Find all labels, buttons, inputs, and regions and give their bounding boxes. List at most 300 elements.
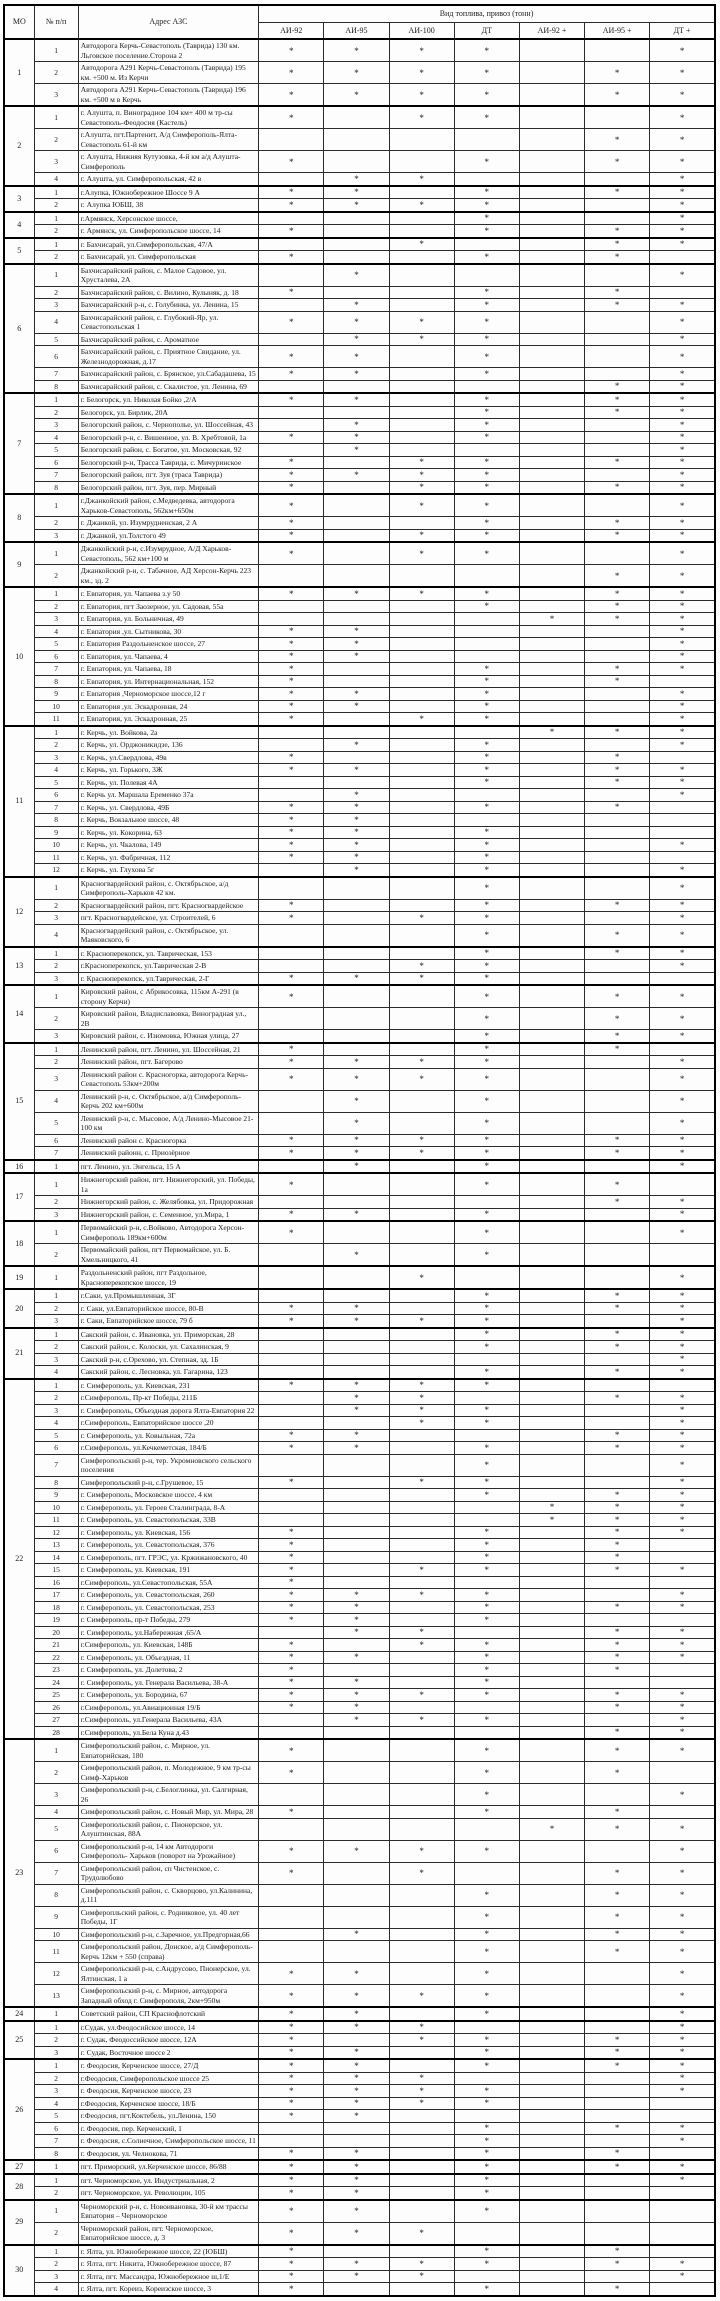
fuel-availability-cell-ДТ +: * (650, 299, 715, 312)
fuel-availability-cell-АИ-95 + (585, 2135, 650, 2148)
table-row (4, 542, 715, 565)
fuel-availability-cell-ДТ +: * (650, 1564, 715, 1577)
fuel-availability-cell-АИ-95 (324, 456, 389, 469)
address-cell: Белогорский район, с. Чернополье, ул. Шоссейная, 43 (78, 419, 259, 432)
address-cell: г. Симферополь, ул. Бородина, 67 (78, 1689, 259, 1702)
fuel-availability-cell-АИ-100: * (389, 1134, 454, 1147)
fuel-availability-cell-ДТ: * (454, 751, 519, 764)
fuel-availability-cell-ДТ: * (454, 2258, 519, 2271)
fuel-availability-cell-АИ-92 (259, 380, 324, 393)
fuel-availability-cell-АИ-95 + (585, 839, 650, 852)
fuel-availability-cell-АИ-100 (389, 1112, 454, 1134)
table-row (4, 713, 715, 726)
fuel-availability-cell-ДТ + (650, 814, 715, 827)
mo-cell: 10 (4, 587, 34, 726)
fuel-availability-cell-АИ-92 + (519, 456, 584, 469)
fuel-availability-cell-ДТ: * (454, 151, 519, 173)
fuel-availability-cell-ДТ: * (454, 1008, 519, 1030)
fuel-availability-cell-АИ-92 + (519, 776, 584, 789)
fuel-availability-cell-ДТ: * (454, 1689, 519, 1702)
fuel-availability-cell-АИ-92: * (259, 286, 324, 299)
fuel-availability-cell-АИ-100: * (389, 2258, 454, 2271)
fuel-availability-cell-АИ-95: * (324, 700, 389, 713)
fuel-availability-cell-АИ-95 (324, 1726, 389, 1739)
address-cell: г.Симферополь, ул.Авиационная 19/Б (78, 1701, 259, 1714)
fuel-availability-cell-АИ-92 + (519, 1328, 584, 1341)
row-number-cell: 1 (34, 542, 78, 565)
fuel-availability-cell-АИ-95: * (324, 1614, 389, 1627)
fuel-availability-cell-АИ-92: * (259, 1539, 324, 1552)
fuel-availability-cell-АИ-92 (259, 600, 324, 613)
fuel-availability-cell-АИ-92 (259, 877, 324, 900)
fuel-availability-cell-АИ-95 +: * (585, 1196, 650, 1209)
fuel-availability-cell-ДТ +: * (650, 587, 715, 600)
fuel-availability-cell-АИ-100 (389, 1941, 454, 1963)
fuel-availability-cell-АИ-100 (389, 801, 454, 814)
table-row (4, 1043, 715, 1056)
fuel-availability-cell-АИ-92 + (519, 1404, 584, 1417)
row-number-cell: 8 (34, 814, 78, 827)
table-row (4, 431, 715, 444)
fuel-availability-cell-АИ-92: * (259, 529, 324, 542)
row-number-cell: 28 (34, 1726, 78, 1739)
table-row (4, 456, 715, 469)
fuel-availability-cell-ДТ: * (454, 2135, 519, 2148)
fuel-availability-cell-ДТ: * (454, 1589, 519, 1602)
fuel-availability-cell-АИ-92 + (519, 1676, 584, 1689)
fuel-availability-cell-АИ-95 + (585, 2072, 650, 2085)
fuel-availability-cell-АИ-95: * (324, 2200, 389, 2223)
fuel-availability-cell-АИ-92 (259, 1008, 324, 1030)
fuel-availability-cell-ДТ: * (454, 700, 519, 713)
fuel-availability-cell-АИ-95: * (324, 1160, 389, 1174)
fuel-availability-cell-АИ-95: * (324, 764, 389, 777)
row-number-cell: 3 (34, 1208, 78, 1221)
fuel-availability-cell-АИ-92 + (519, 251, 584, 264)
table-row (4, 1501, 715, 1514)
fuel-availability-cell-АИ-95 +: * (585, 151, 650, 173)
table-row (4, 212, 715, 225)
fuel-availability-cell-АИ-92 (259, 1818, 324, 1840)
fuel-availability-cell-АИ-95 (324, 924, 389, 947)
fuel-availability-cell-АИ-92: * (259, 2200, 324, 2223)
fuel-availability-cell-АИ-95 +: * (585, 62, 650, 84)
fuel-availability-cell-АИ-92: * (259, 688, 324, 701)
address-cell: Сакский район, с. Лесновка, ул. Гагарина, 123 (78, 1366, 259, 1379)
fuel-availability-cell-ДТ: * (454, 899, 519, 912)
table-row (4, 1392, 715, 1405)
fuel-availability-cell-АИ-92 (259, 1784, 324, 1806)
fuel-availability-cell-АИ-95 +: * (585, 129, 650, 151)
fuel-availability-cell-АИ-92 + (519, 238, 584, 251)
fuel-availability-cell-ДТ: * (454, 1112, 519, 1134)
fuel-availability-cell-АИ-100 (389, 286, 454, 299)
fuel-availability-cell-ДТ +: * (650, 1289, 715, 1302)
fuel-availability-cell-АИ-100 (389, 814, 454, 827)
fuel-availability-cell-АИ-95 + (585, 688, 650, 701)
table-row (4, 1614, 715, 1627)
fuel-availability-cell-АИ-92 + (519, 2097, 584, 2110)
table-row (4, 1090, 715, 1112)
row-number-cell: 1 (34, 1739, 78, 1762)
fuel-availability-cell-АИ-95 +: * (585, 1302, 650, 1315)
fuel-availability-cell-АИ-92 + (519, 565, 584, 588)
table-row (4, 2059, 715, 2072)
fuel-availability-cell-АИ-95 (324, 406, 389, 419)
address-cell: г. Ялта, пгт. Массандра, Южнобережное ш,1/Е (78, 2270, 259, 2283)
address-cell: Симферопольский р-н, с. Мирное, автодорога Западный обход г. Симферополя, 2км+950м (78, 1985, 259, 2008)
fuel-availability-cell-ДТ: * (454, 542, 519, 565)
fuel-availability-cell-АИ-100: * (389, 1714, 454, 1727)
fuel-availability-cell-АИ-92 + (519, 2187, 584, 2200)
row-number-cell: 6 (34, 650, 78, 663)
table-row (4, 1676, 715, 1689)
fuel-availability-cell-АИ-92 + (519, 286, 584, 299)
address-cell: Бахчисарайский район, с. Ароматное (78, 333, 259, 346)
fuel-availability-cell-АИ-92: * (259, 1134, 324, 1147)
table-row (4, 333, 715, 346)
fuel-availability-cell-ДТ: * (454, 1784, 519, 1806)
fuel-availability-cell-ДТ +: * (650, 1366, 715, 1379)
fuel-availability-cell-АИ-92 + (519, 151, 584, 173)
fuel-availability-cell-ДТ: * (454, 251, 519, 264)
table-row (4, 1862, 715, 1884)
table-row (4, 2245, 715, 2258)
fuel-availability-cell-ДТ +: * (650, 431, 715, 444)
table-row (4, 1244, 715, 1267)
table-row (4, 2072, 715, 2085)
fuel-availability-cell-ДТ: * (454, 1043, 519, 1056)
fuel-availability-cell-АИ-92 + (519, 1589, 584, 1602)
fuel-availability-cell-АИ-100 (389, 864, 454, 877)
address-cell: г. Симферополь, ул.Набережная ,65/А (78, 1626, 259, 1639)
fuel-availability-cell-ДТ +: * (650, 776, 715, 789)
fuel-availability-cell-АИ-95 + (585, 39, 650, 62)
table-body (4, 39, 715, 2296)
address-cell: г.Армянск, Херсонское шоссе, (78, 212, 259, 225)
fuel-availability-cell-ДТ + (650, 2200, 715, 2223)
address-cell: Раздольненский район, пгт Раздольное, Красноперекопское шоссе, 19 (78, 1266, 259, 1289)
fuel-availability-cell-ДТ +: * (650, 1589, 715, 1602)
table-row (4, 947, 715, 960)
row-number-cell: 3 (34, 529, 78, 542)
row-number-cell: 15 (34, 1564, 78, 1577)
fuel-availability-cell-АИ-95 +: * (585, 1501, 650, 1514)
row-number-cell: 7 (34, 1454, 78, 1476)
row-number-cell: 13 (34, 1539, 78, 1552)
fuel-availability-cell-АИ-92 (259, 1454, 324, 1476)
row-number-cell: 4 (34, 2097, 78, 2110)
fuel-availability-cell-АИ-92: * (259, 62, 324, 84)
fuel-availability-cell-АИ-92: * (259, 972, 324, 985)
fuel-availability-cell-АИ-92 + (519, 663, 584, 676)
table-row (4, 1664, 715, 1677)
fuel-availability-cell-АИ-100 (389, 613, 454, 626)
fuel-availability-cell-ДТ (454, 1626, 519, 1639)
fuel-availability-cell-АИ-100: * (389, 1266, 454, 1289)
table-row (4, 1454, 715, 1476)
address-cell: Красногвардейский район, с. Октябрьское, а/д Симферополь-Харьков 42 км. (78, 877, 259, 900)
fuel-availability-cell-ДТ +: * (650, 1008, 715, 1030)
fuel-availability-cell-АИ-95 (324, 542, 389, 565)
fuel-availability-cell-ДТ: * (454, 199, 519, 212)
fuel-availability-cell-АИ-92: * (259, 481, 324, 494)
table-row (4, 2085, 715, 2098)
row-number-cell: 2 (34, 1056, 78, 1069)
fuel-availability-cell-АИ-95 +: * (585, 2046, 650, 2059)
fuel-availability-cell-АИ-92: * (259, 839, 324, 852)
mo-cell: 17 (4, 1173, 34, 1221)
fuel-availability-cell-ДТ +: * (650, 1906, 715, 1928)
row-number-cell: 2 (34, 251, 78, 264)
address-cell: Симферопольский р-н, с.Андрусово, Пионерское, ул. Ялтинская, 1 а (78, 1963, 259, 1985)
fuel-availability-cell-АИ-92: * (259, 469, 324, 482)
address-cell: Ленинский р-н, с. Октябрьское, а/д Симферополь-Керчь 202 км+600м (78, 1090, 259, 1112)
fuel-availability-cell-АИ-92 + (519, 39, 584, 62)
mo-cell: 3 (4, 186, 34, 212)
fuel-availability-cell-АИ-92: * (259, 764, 324, 777)
row-number-cell: 4 (34, 311, 78, 333)
fuel-availability-cell-АИ-100 (389, 1614, 454, 1627)
table-row (4, 129, 715, 151)
fuel-availability-cell-АИ-95 + (585, 2200, 650, 2223)
fuel-availability-cell-АИ-92 (259, 1030, 324, 1043)
fuel-availability-cell-АИ-95 + (585, 419, 650, 432)
row-number-cell: 5 (34, 444, 78, 457)
fuel-availability-cell-АИ-100 (389, 2007, 454, 2021)
fuel-availability-cell-АИ-92 (259, 1714, 324, 1727)
fuel-availability-cell-АИ-100: * (389, 1626, 454, 1639)
fuel-availability-cell-АИ-100 (389, 380, 454, 393)
fuel-availability-cell-ДТ: * (454, 739, 519, 752)
fuel-availability-cell-АИ-95: * (324, 173, 389, 186)
fuel-availability-cell-АИ-100 (389, 751, 454, 764)
fuel-availability-cell-АИ-100 (389, 1043, 454, 1056)
row-number-cell: 1 (34, 1221, 78, 1244)
fuel-availability-cell-АИ-100: * (389, 494, 454, 517)
fuel-availability-cell-АИ-95 + (585, 1068, 650, 1090)
fuel-availability-cell-ДТ +: * (650, 186, 715, 199)
fuel-availability-cell-АИ-95 (324, 675, 389, 688)
fuel-availability-cell-АИ-92 (259, 1196, 324, 1209)
fuel-availability-cell-ДТ +: * (650, 1160, 715, 1174)
table-row (4, 1404, 715, 1417)
fuel-availability-cell-АИ-92 + (519, 2007, 584, 2021)
fuel-availability-cell-ДТ +: * (650, 2085, 715, 2098)
fuel-availability-cell-АИ-92 (259, 1160, 324, 1174)
address-cell: Бахчисарайский район, с. Приятное Свидание, ул. Железнодорожная, д.17 (78, 346, 259, 368)
row-number-cell: 6 (34, 346, 78, 368)
fuel-availability-cell-АИ-95 +: * (585, 225, 650, 238)
fuel-availability-cell-АИ-100 (389, 1289, 454, 1302)
fuel-availability-cell-ДТ +: * (650, 2072, 715, 2085)
fuel-availability-cell-АИ-100 (389, 1676, 454, 1689)
fuel-availability-cell-АИ-95 +: * (585, 1564, 650, 1577)
fuel-availability-cell-АИ-95 + (585, 346, 650, 368)
fuel-availability-cell-ДТ: * (454, 1476, 519, 1489)
fuel-availability-cell-АИ-100: * (389, 84, 454, 107)
mo-cell: 4 (4, 212, 34, 238)
fuel-availability-cell-АИ-95: * (324, 2270, 389, 2283)
table-row (4, 764, 715, 777)
address-cell: г. Феодосия, Керченское шоссе, 23 (78, 2085, 259, 2098)
address-cell: г. Симферополь, ул. Героев Сталинграда, 8-А (78, 1501, 259, 1514)
row-number-cell: 6 (34, 1840, 78, 1862)
fuel-availability-cell-АИ-92 (259, 1514, 324, 1527)
row-number-cell: 6 (34, 1442, 78, 1455)
table-row (4, 2147, 715, 2160)
table-row (4, 2007, 715, 2021)
fuel-availability-cell-АИ-92 + (519, 864, 584, 877)
fuel-availability-cell-АИ-100: * (389, 1589, 454, 1602)
table-row (4, 1056, 715, 1069)
address-cell: Сакский район, с. Колоски, ул. Сахалинская, 9 (78, 1341, 259, 1354)
address-cell: г. Феодосия, пер. Керченский, 1 (78, 2122, 259, 2135)
fuel-availability-cell-ДТ +: * (650, 2135, 715, 2148)
fuel-availability-cell-АИ-100 (389, 839, 454, 852)
table-row (4, 62, 715, 84)
row-number-cell: 5 (34, 2110, 78, 2123)
fuel-availability-cell-АИ-92: * (259, 494, 324, 517)
table-row (4, 264, 715, 287)
fuel-availability-cell-АИ-92 + (519, 1030, 584, 1043)
fuel-availability-cell-ДТ +: * (650, 726, 715, 739)
fuel-availability-cell-АИ-92 + (519, 1739, 584, 1762)
fuel-availability-cell-АИ-92 + (519, 393, 584, 406)
row-number-cell: 10 (34, 1928, 78, 1941)
fuel-availability-cell-АИ-95 + (585, 1784, 650, 1806)
fuel-availability-cell-АИ-95 + (585, 877, 650, 900)
fuel-availability-cell-АИ-95 + (585, 2187, 650, 2200)
fuel-availability-cell-АИ-95: * (324, 1928, 389, 1941)
row-number-cell: 3 (34, 751, 78, 764)
fuel-availability-cell-АИ-95 +: * (585, 985, 650, 1008)
fuel-availability-cell-АИ-95 +: * (585, 751, 650, 764)
fuel-availability-cell-АИ-92 + (519, 1906, 584, 1928)
fuel-availability-cell-АИ-100: * (389, 1840, 454, 1862)
fuel-availability-cell-АИ-95: * (324, 1302, 389, 1315)
fuel-availability-cell-ДТ +: * (650, 1328, 715, 1341)
row-number-cell: 1 (34, 393, 78, 406)
address-cell: Автодорога А291 Керчь-Севастополь (Таврида) 195 км. +500 м. Из Керчи (78, 62, 259, 84)
fuel-availability-cell-ДТ +: * (650, 264, 715, 287)
row-number-cell: 7 (34, 801, 78, 814)
address-cell: г.Судак, ул.Феодосийское шоссе, 14 (78, 2021, 259, 2034)
fuel-availability-cell-АИ-92 + (519, 972, 584, 985)
fuel-availability-cell-АИ-100 (389, 1701, 454, 1714)
fuel-availability-cell-АИ-100 (389, 638, 454, 651)
address-cell: г. Керчь, ул. Чкалова, 149 (78, 839, 259, 852)
fuel-availability-cell-АИ-100 (389, 251, 454, 264)
row-number-cell: 2 (34, 406, 78, 419)
fuel-availability-cell-АИ-92 + (519, 1134, 584, 1147)
fuel-availability-cell-ДТ +: * (650, 1526, 715, 1539)
address-cell: Белогорский р-н, с. Вишенное, ул. В. Хребтовой, 1а (78, 431, 259, 444)
fuel-availability-cell-ДТ +: * (650, 1639, 715, 1652)
fuel-availability-cell-АИ-92 + (519, 1379, 584, 1392)
fuel-availability-cell-АИ-92: * (259, 1639, 324, 1652)
fuel-availability-cell-АИ-95 +: * (585, 1173, 650, 1196)
table-row (4, 1147, 715, 1160)
fuel-availability-cell-ДТ +: * (650, 1840, 715, 1862)
fuel-availability-cell-АИ-92 + (519, 2059, 584, 2072)
fuel-availability-cell-АИ-92: * (259, 1762, 324, 1784)
address-cell: Симферопольский район, п. Молодежное, 9 км тр-сы Симф-Харьков (78, 1762, 259, 1784)
row-number-cell: 12 (34, 1526, 78, 1539)
fuel-availability-cell-АИ-95 + (585, 1208, 650, 1221)
address-cell: г. Керчь, ул.Свердлова, 49в (78, 751, 259, 764)
fuel-availability-cell-АИ-95 +: * (585, 1341, 650, 1354)
fuel-availability-cell-АИ-95 + (585, 368, 650, 381)
fuel-availability-cell-АИ-100: * (389, 1068, 454, 1090)
address-cell: г. Судак, Феодоссийское шоссе, 12А (78, 2034, 259, 2047)
address-cell: Симферопольский район, с. Мирное, ул. Евпаторийская, 180 (78, 1739, 259, 1762)
fuel-availability-cell-АИ-92 + (519, 346, 584, 368)
fuel-availability-cell-АИ-100: * (389, 912, 454, 925)
fuel-availability-cell-АИ-92: * (259, 2245, 324, 2258)
fuel-availability-cell-ДТ +: * (650, 924, 715, 947)
fuel-availability-cell-ДТ +: * (650, 1963, 715, 1985)
header-fuel-ai95plus: АИ-95 + (585, 22, 650, 39)
fuel-availability-cell-АИ-92: * (259, 2174, 324, 2187)
fuel-availability-cell-ДТ: * (454, 1806, 519, 1819)
fuel-availability-cell-АИ-95 (324, 713, 389, 726)
table-row (4, 1818, 715, 1840)
fuel-availability-cell-ДТ +: * (650, 2059, 715, 2072)
fuel-availability-cell-АИ-92: * (259, 151, 324, 173)
fuel-availability-cell-АИ-95 +: * (585, 1539, 650, 1552)
address-cell: г. Ялта, ул. Южнобережное шоссе, 22 (ЮБШ) (78, 2245, 259, 2258)
address-cell: г. Судак, Восточное шоссе 2 (78, 2046, 259, 2059)
fuel-availability-cell-АИ-95: * (324, 839, 389, 852)
fuel-availability-cell-ДТ: * (454, 1056, 519, 1069)
fuel-availability-cell-ДТ +: * (650, 1476, 715, 1489)
fuel-availability-cell-АИ-100: * (389, 972, 454, 985)
fuel-availability-cell-АИ-100: * (389, 2085, 454, 2098)
fuel-availability-cell-ДТ +: * (650, 1985, 715, 2008)
table-row (4, 675, 715, 688)
row-number-cell: 1 (34, 186, 78, 199)
fuel-availability-cell-АИ-92 + (519, 1476, 584, 1489)
fuel-availability-cell-АИ-100 (389, 851, 454, 864)
row-number-cell: 3 (34, 419, 78, 432)
fuel-availability-cell-АИ-92 + (519, 688, 584, 701)
fuel-availability-cell-ДТ +: * (650, 1068, 715, 1090)
fuel-availability-cell-АИ-100 (389, 1739, 454, 1762)
fuel-availability-cell-ДТ (454, 1266, 519, 1289)
fuel-availability-cell-АИ-92 (259, 264, 324, 287)
fuel-availability-cell-АИ-95 (324, 1173, 389, 1196)
fuel-availability-cell-АИ-95 +: * (585, 1928, 650, 1941)
fuel-availability-cell-ДТ + (650, 251, 715, 264)
table-row (4, 1526, 715, 1539)
fuel-availability-cell-ДТ +: * (650, 1341, 715, 1354)
fuel-availability-cell-АИ-100: * (389, 1639, 454, 1652)
fuel-availability-cell-ДТ: * (454, 84, 519, 107)
address-cell: г. Бахчисарай, ул. Симферопольская (78, 251, 259, 264)
table-row (4, 481, 715, 494)
address-cell: Симферопольский район, с. Пионерское, ул. Алуштинская, 88А (78, 1818, 259, 1840)
table-row (4, 2222, 715, 2245)
fuel-availability-cell-АИ-95 +: * (585, 1651, 650, 1664)
fuel-availability-cell-АИ-92: * (259, 199, 324, 212)
fuel-availability-cell-ДТ +: * (650, 1147, 715, 1160)
fuel-availability-cell-АИ-95 +: * (585, 1289, 650, 1302)
fuel-availability-cell-ДТ +: * (650, 1112, 715, 1134)
table-row (4, 1639, 715, 1652)
fuel-availability-cell-ДТ +: * (650, 444, 715, 457)
fuel-availability-cell-ДТ (454, 238, 519, 251)
